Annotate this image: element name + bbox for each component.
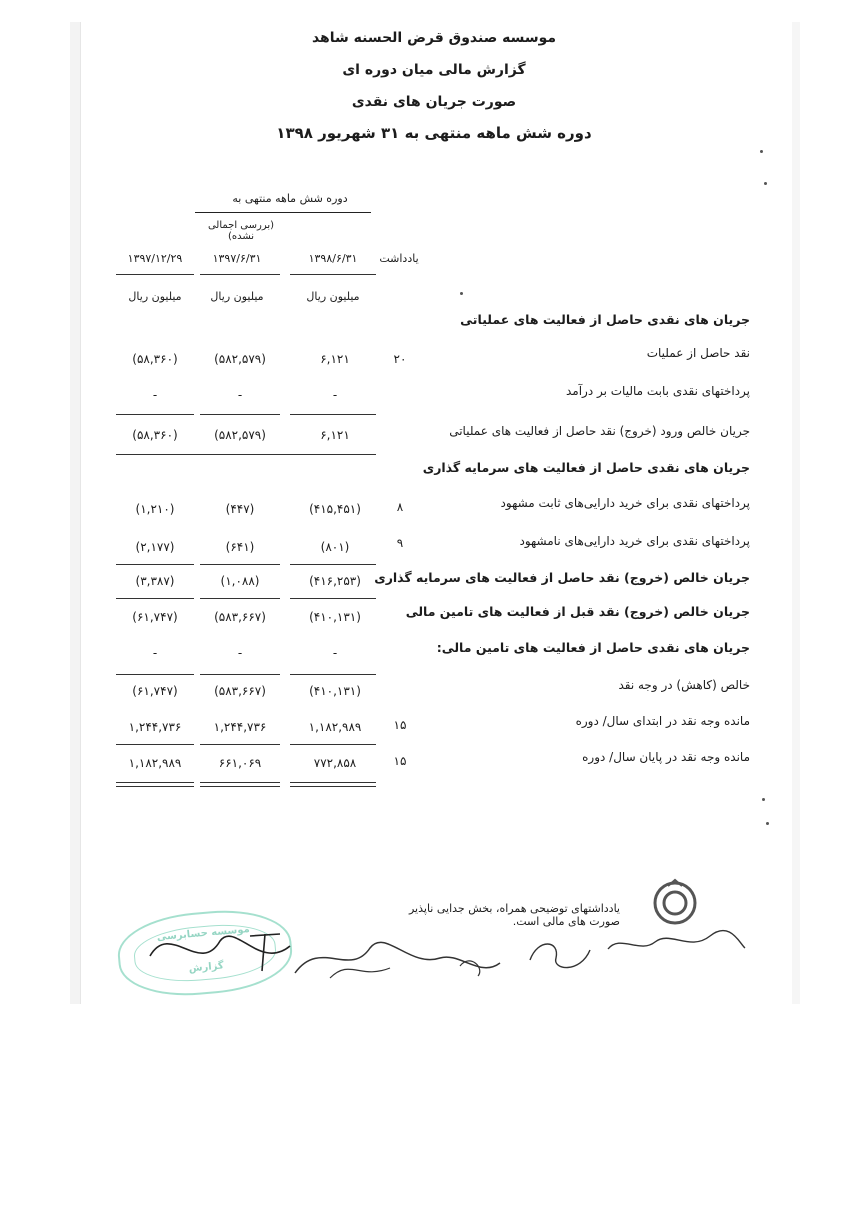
row-label-financing-header: جریان های نقدی حاصل از فعالیت های تامین مالی:: [436, 640, 750, 655]
row-value-1397-6: ۱,۲۴۴,۷۳۶: [213, 720, 267, 734]
row-value-1397-12: -: [152, 388, 158, 402]
total-double-line: [290, 786, 376, 787]
org-name: موسسه صندوق قرض الحسنه شاهد: [311, 30, 557, 46]
subtotal-line: [290, 674, 376, 675]
row-value-1398: (۴۱۰,۱۳۱): [309, 610, 361, 624]
review-note: (بررسی اجمالی نشده): [207, 220, 275, 242]
row-value-1398: ۶,۱۲۱: [320, 352, 350, 366]
total-double-line: [200, 782, 280, 783]
footnote: یادداشتهای توضیحی همراه، بخش جدایی ناپذیر صورت های مالی است.: [408, 902, 620, 928]
row-value-1397-12: (۶۱,۷۴۷): [132, 684, 178, 698]
row-value-1397-12: (۶۱,۷۴۷): [132, 610, 178, 624]
row-value-1398: ۷۷۲,۸۵۸: [313, 756, 357, 770]
subtotal-line: [200, 414, 280, 415]
subtotal-line: [290, 564, 376, 565]
page-edge-right: [792, 22, 800, 1004]
row-value-1397-12: (۲,۱۷۷): [135, 540, 175, 554]
date-underline-1: [290, 274, 376, 275]
row-note: ۱۵: [393, 718, 407, 732]
subtotal-line: [290, 414, 376, 415]
stamp-text: گزارش: [188, 960, 225, 975]
row-value-1397-6: (۱,۰۸۸): [220, 574, 260, 588]
subtotal-line: [116, 674, 194, 675]
row-label-net-operating-cash: جریان خالص ورود (خروج) نقد حاصل از فعالیت های عملیاتی: [449, 424, 750, 438]
total-double-line: [200, 786, 280, 787]
row-value-1397-12: (۱,۲۱۰): [135, 502, 175, 516]
unit-label-1: میلیون ریال: [306, 290, 360, 303]
row-label-income-tax: پرداختهای نقدی بابت مالیات بر درآمد: [565, 384, 750, 398]
row-value-1398: (۴۱۵,۴۵۱): [309, 502, 361, 516]
row-value-1398: -: [332, 388, 338, 402]
period-group-underline: [195, 212, 371, 213]
row-label-net-decrease-cash: خالص (کاهش) در وجه نقد: [618, 678, 750, 692]
row-label-operating-header: جریان های نقدی حاصل از فعالیت های عملیاتی: [460, 312, 750, 327]
row-value-1397-6: (۵۸۳,۶۶۷): [214, 610, 266, 624]
unit-label-2: میلیون ریال: [210, 290, 264, 303]
subtotal-line: [200, 564, 280, 565]
row-value-1398: (۴۱۶,۲۵۳): [309, 574, 361, 588]
subtotal-line: [116, 414, 194, 415]
total-double-line: [290, 782, 376, 783]
subtotal-line: [200, 674, 280, 675]
fund-signature: [600, 924, 750, 964]
row-value-1397-12: ۱,۱۸۲,۹۸۹: [128, 756, 182, 770]
row-value-1397-6: (۶۴۱): [225, 540, 255, 554]
row-value-1398: (۴۱۰,۱۳۱): [309, 684, 361, 698]
row-note: ۹: [396, 536, 404, 550]
row-note: ۱۵: [393, 754, 407, 768]
period-group-header: دوره شش ماهه منتهی به: [232, 192, 348, 205]
section-divider: [116, 454, 376, 455]
row-value-1398: -: [332, 646, 338, 660]
subtotal-line: [116, 564, 194, 565]
date-underline-3: [116, 274, 194, 275]
signature: [290, 918, 520, 988]
row-value-1397-6: (۵۸۲,۵۷۹): [214, 428, 266, 442]
unit-label-3: میلیون ریال: [128, 290, 182, 303]
row-label-opening-cash: مانده وجه نقد در ابتدای سال/ دوره: [575, 714, 750, 728]
scan-speck: [760, 150, 763, 153]
row-value-1397-6: (۵۸۳,۶۶۷): [214, 684, 266, 698]
row-value-1397-6: -: [237, 646, 243, 660]
row-label-tangible-assets: پرداختهای نقدی برای خرید دارایی‌های ثابت مشهود: [500, 496, 750, 510]
row-label-investing-header: جریان های نقدی حاصل از فعالیت های سرمایه گذاری: [422, 460, 750, 475]
row-value-1398: (۸۰۱): [320, 540, 350, 554]
scan-speck: [762, 798, 765, 801]
subtotal-line: [290, 598, 376, 599]
statement-title: صورت جریان های نقدی: [351, 94, 517, 110]
date-underline-2: [200, 274, 280, 275]
subtotal-line: [290, 744, 376, 745]
row-value-1397-12: -: [152, 646, 158, 660]
row-label-intangible-assets: پرداختهای نقدی برای خرید دارایی‌های نامشهود: [519, 534, 750, 548]
row-label-net-before-financing: جریان خالص (خروج) نقد قبل از فعالیت های تامین مالی: [405, 604, 750, 619]
date-header-2: ۱۳۹۷/۶/۳۱: [212, 252, 262, 265]
row-value-1397-12: (۵۸,۳۶۰): [132, 428, 178, 442]
total-double-line: [116, 782, 194, 783]
scan-speck: [764, 182, 767, 185]
signature: [520, 930, 600, 980]
row-value-1397-6: ۶۶۱,۰۶۹: [218, 756, 262, 770]
subtotal-line: [116, 598, 194, 599]
row-label-cash-from-operations: نقد حاصل از عملیات: [646, 346, 750, 360]
row-value-1397-12: (۳,۳۸۷): [135, 574, 175, 588]
subtotal-line: [116, 744, 194, 745]
date-header-3: ۱۳۹۷/۱۲/۲۹: [127, 252, 183, 265]
report-title: گزارش مالی میان دوره ای: [342, 62, 526, 78]
auditor-signature: [130, 916, 300, 986]
row-value-1397-12: (۵۸,۳۶۰): [132, 352, 178, 366]
row-value-1397-6: (۵۸۲,۵۷۹): [214, 352, 266, 366]
row-label-closing-cash: مانده وجه نقد در پایان سال/ دوره: [582, 750, 750, 764]
fund-logo-icon: [650, 878, 700, 928]
scan-speck: [766, 822, 769, 825]
row-value-1397-6: -: [237, 388, 243, 402]
total-double-line: [116, 786, 194, 787]
date-header-1: ۱۳۹۸/۶/۳۱: [308, 252, 358, 265]
row-value-1397-6: (۴۴۷): [225, 502, 255, 516]
row-value-1398: ۱,۱۸۲,۹۸۹: [308, 720, 362, 734]
note-column-header: یادداشت: [379, 252, 419, 265]
row-note: ۲۰: [393, 352, 407, 366]
stamp-text: موسسه حسابرسی: [156, 924, 251, 944]
subtotal-line: [200, 744, 280, 745]
page-edge-left: [70, 22, 80, 1004]
row-value-1398: ۶,۱۲۱: [320, 428, 350, 442]
subtotal-line: [200, 598, 280, 599]
period-title: دوره شش ماهه منتهی به ۳۱ شهریور ۱۳۹۸: [276, 124, 592, 142]
row-label-net-investing-cash: جریان خالص (خروج) نقد حاصل از فعالیت های سرمایه گذاری: [374, 570, 750, 585]
scan-speck: [460, 292, 463, 295]
row-value-1397-12: ۱,۲۴۴,۷۳۶: [128, 720, 182, 734]
row-note: ۸: [396, 500, 404, 514]
